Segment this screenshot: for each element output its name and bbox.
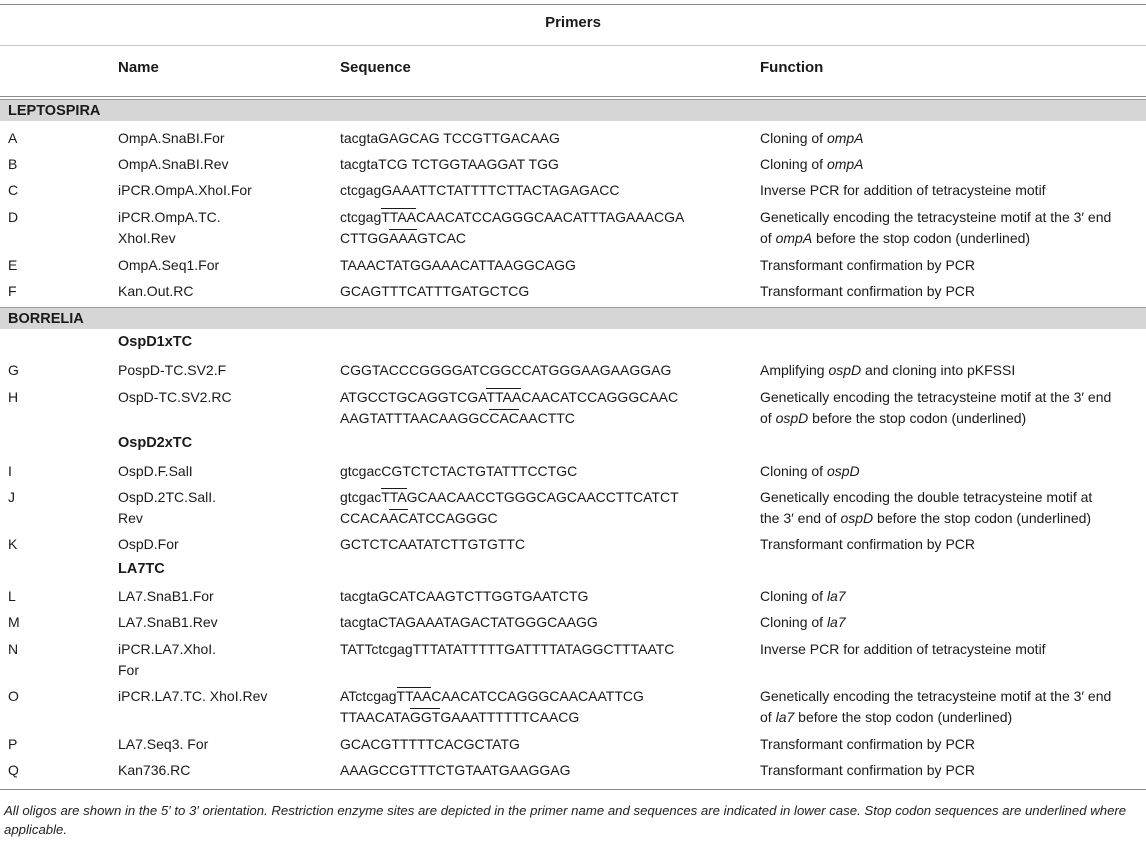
primer-function: Genetically encoding the double tetracysteine motif at the 3′ end of ospD before the stop codon (underlined) xyxy=(760,489,1093,526)
primer-sequence: TATTctcgagTTTATATTTTTGATTTTATAGGCTTTAATC xyxy=(340,641,675,657)
primer-name: iPCR.LA7.TC. XhoI.Rev xyxy=(118,688,268,704)
primer-function: Cloning of ospD xyxy=(760,463,860,479)
row-id: M xyxy=(8,614,20,630)
stop-codon: TTAA xyxy=(381,209,416,225)
primer-sequence: AAAGCCGTTTCTGTAATGAAGGAG xyxy=(340,762,571,778)
primer-sequence: GCTCTCAATATCTTGTGTTC xyxy=(340,536,526,552)
table-title: Primers xyxy=(545,14,601,31)
row-id: Q xyxy=(8,762,19,778)
stop-codon: AAA xyxy=(389,230,418,246)
primer-sequence: TAAACTATGGAAACATTAAGGCAGG xyxy=(340,257,576,273)
primer-function: Genetically encoding the tetracysteine motif at the 3′ end of ompA before the stop codon (underlined) xyxy=(760,209,1112,246)
stop-codon: TTAA xyxy=(396,688,432,704)
primer-function: Transformant confirmation by PCR xyxy=(760,536,975,552)
stop-codon: CAC xyxy=(489,410,519,426)
row-id: N xyxy=(8,641,19,657)
bottom-rule xyxy=(0,789,1146,790)
primer-name: OspD.2TC.SalI. Rev xyxy=(118,489,217,526)
primer-sequence: ATctcgagTTAACAACATCCAGGGCAACAATTCG TTAACATAGGTGAAATTTTTTCAACG xyxy=(340,688,644,725)
primer-name: iPCR.OmpA.XhoI.For xyxy=(118,182,252,198)
primer-name: LA7.SnaB1.Rev xyxy=(118,614,218,630)
row-id: E xyxy=(8,257,18,273)
primer-sequence: ATGCCTGCAGGTCGATTAACAACATCCAGGGCAAC AAGTATTTAACAAGGCCACAACTTC xyxy=(340,389,679,426)
primer-function: Transformant confirmation by PCR xyxy=(760,736,975,752)
row-id: H xyxy=(8,389,19,405)
primer-name: OmpA.SnaBI.For xyxy=(118,130,225,146)
header-function: Function xyxy=(760,59,824,76)
primer-function: Cloning of ompA xyxy=(760,130,864,146)
title-rule xyxy=(0,45,1146,46)
primer-name: LA7.Seq3. For xyxy=(118,736,209,752)
subheader-ospd1xtc: OspD1xTC xyxy=(118,334,193,350)
row-id: A xyxy=(8,130,18,146)
row-id: B xyxy=(8,156,18,172)
primer-function: Cloning of ompA xyxy=(760,156,864,172)
primer-sequence: tacgtaCTAGAAATAGACTATGGGCAAGG xyxy=(340,614,598,630)
row-id: F xyxy=(8,283,17,299)
stop-codon: AC xyxy=(389,510,409,526)
primer-function: Inverse PCR for addition of tetracysteine motif xyxy=(760,182,1046,198)
primer-name: OspD.For xyxy=(118,536,179,552)
primer-name: PospD-TC.SV2.F xyxy=(118,362,227,378)
header-sequence: Sequence xyxy=(340,59,411,76)
primer-function: Genetically encoding the tetracysteine motif at the 3′ end of la7 before the stop codon (underlined) xyxy=(760,688,1112,725)
primer-sequence: tacgtaGCATCAAGTCTTGGTGAATCTG xyxy=(340,588,589,604)
subheader-la7tc: LA7TC xyxy=(118,561,165,577)
primer-function: Transformant confirmation by PCR xyxy=(760,762,975,778)
row-id: K xyxy=(8,536,18,552)
row-id: P xyxy=(8,736,18,752)
primer-name: LA7.SnaB1.For xyxy=(118,588,214,604)
primer-sequence: CGGTACCCGGGGATCGGCCATGGGAAGAAGGAG xyxy=(340,362,672,378)
primer-name: OmpA.SnaBI.Rev xyxy=(118,156,229,172)
section-label: BORRELIA xyxy=(8,311,84,327)
primer-function: Inverse PCR for addition of tetracysteine motif xyxy=(760,641,1046,657)
row-id: J xyxy=(8,489,15,505)
primer-name: Kan736.RC xyxy=(118,762,191,778)
primer-function: Genetically encoding the tetracysteine motif at the 3′ end of ospD before the stop codon (underlined) xyxy=(760,389,1112,426)
primer-sequence: ctcgagGAAATTCTATTTTCTTACTAGAGACC xyxy=(340,182,620,198)
header-name: Name xyxy=(118,59,159,76)
primer-name: OspD.F.SalI xyxy=(118,463,193,479)
primer-function: Cloning of la7 xyxy=(760,588,846,604)
row-id: G xyxy=(8,362,19,378)
primer-name: iPCR.LA7.XhoI. For xyxy=(118,641,217,678)
primer-sequence: GCAGTTTCATTTGATGCTCG xyxy=(340,283,530,299)
primer-name: Kan.Out.RC xyxy=(118,283,194,299)
primer-function: Transformant confirmation by PCR xyxy=(760,257,975,273)
primer-sequence: tacgtaTCG TCTGGTAAGGAT TGG xyxy=(340,156,559,172)
subheader-ospd2xtc: OspD2xTC xyxy=(118,435,193,451)
stop-codon: TTA xyxy=(381,489,407,505)
primer-name: OspD-TC.SV2.RC xyxy=(118,389,232,405)
table-footnote: All oligos are shown in the 5′ to 3′ orientation. Restriction enzyme sites are depicted in the primer name and sequences are indicated in lower case. Stop codon sequences are underlined where applicable. xyxy=(4,803,1127,837)
stop-codon: GGT xyxy=(410,709,441,725)
top-rule xyxy=(0,4,1146,5)
primer-name: iPCR.OmpA.TC. XhoI.Rev xyxy=(118,209,221,246)
primer-sequence: gtcgacCGTCTCTACTGTATTTCCTGC xyxy=(340,463,578,479)
primer-sequence: GCACGTTTTTCACGCTATG xyxy=(340,736,520,752)
primer-function: Cloning of la7 xyxy=(760,614,846,630)
row-id: C xyxy=(8,182,19,198)
row-id: O xyxy=(8,688,19,704)
primer-function: Amplifying ospD and cloning into pKFSSI xyxy=(760,362,1016,378)
row-id: I xyxy=(8,463,12,479)
section-leptospira xyxy=(0,99,1146,121)
section-borrelia xyxy=(0,307,1146,329)
primer-sequence: ctcgagTTAACAACATCCAGGGCAACATTTAGAAACGA CTTGGAAAGTCAC xyxy=(340,209,685,246)
row-id: L xyxy=(8,588,16,604)
primer-sequence: gtcgacTTAGCAACAACCTGGGCAGCAACCTTCATCT CCACAACATCCAGGGC xyxy=(340,489,679,526)
row-id: D xyxy=(8,209,19,225)
header-rule xyxy=(0,96,1146,97)
primer-sequence: tacgtaGAGCAG TCCGTTGACAAG xyxy=(340,130,560,146)
primer-function: Transformant confirmation by PCR xyxy=(760,283,975,299)
stop-codon: TTAA xyxy=(486,389,522,405)
primer-name: OmpA.Seq1.For xyxy=(118,257,220,273)
section-label: LEPTOSPIRA xyxy=(8,103,101,119)
